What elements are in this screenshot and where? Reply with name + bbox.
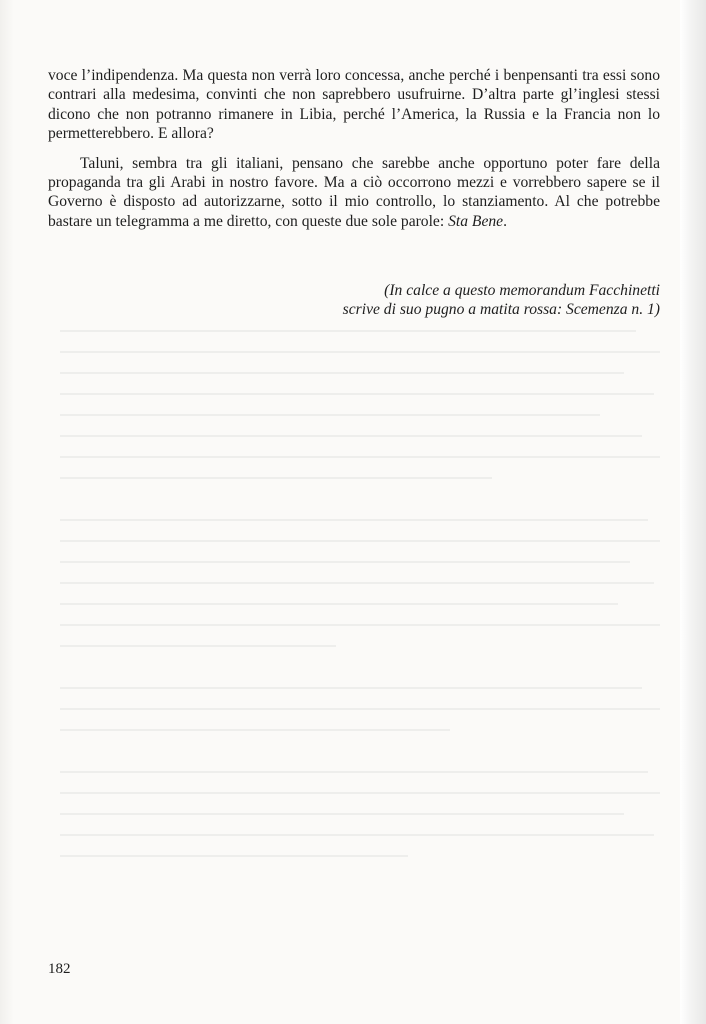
paragraph-end: .: [503, 212, 507, 230]
footnote-line: (In calce a questo memorandum Facchinetti: [384, 282, 660, 299]
page-gutter-shadow: [0, 0, 14, 1024]
footnote-line: scrive di suo pugno a matita rossa: Scemenza n. 1): [342, 301, 660, 319]
emphasized-text: Sta Bene: [448, 212, 504, 230]
body-text: [48, 66, 660, 231]
paragraph: voce l’indipendenza. Ma questa non verrà loro concessa, anche perché i benpensanti tra essi sono contrari alla medesima, convinti che non saprebbero usufruirne. D’altra parte gl’inglesi stessi dicono che non potranno rimanere in Libia, perché l’America, la Russia e la Francia non lo permetterebbero. E allora?: [48, 67, 660, 143]
paragraph-text: Taluni, sembra tra gli italiani, pensano che sarebbe anche opportuno poter fare della propaganda tra gli Arabi in nostro favore. Ma a ciò occorrono mezzi e vorrebbero sapere se il Governo è disposto ad autorizzarne, sotto il mio controllo, lo stanziamento. Al che potrebbe bastare un telegramma a me diretto, con queste due sole parole:: [48, 154, 660, 230]
bleed-through-text: [60, 330, 660, 890]
page-number: 182: [48, 961, 71, 977]
paragraph: [48, 154, 660, 232]
page-edge-shadow: [680, 0, 706, 1024]
footnote: [260, 281, 660, 320]
